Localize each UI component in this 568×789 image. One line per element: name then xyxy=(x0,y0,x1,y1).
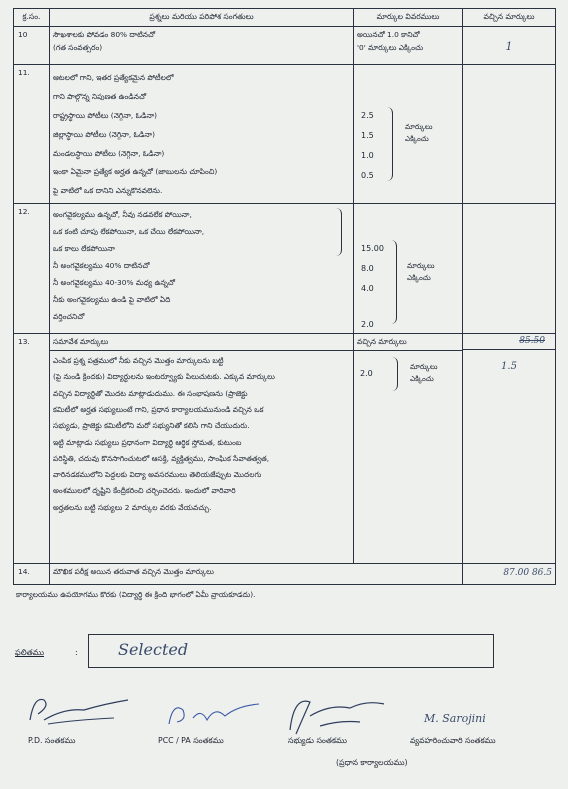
row-description xyxy=(50,204,354,334)
result-label: ఫలితము xyxy=(15,648,45,657)
row-line: ఒక కాలు లేకపోయినా xyxy=(53,244,115,254)
table-row xyxy=(14,27,556,65)
row-line: ఒక కంటి చూపు లేకపోయినా, ఒక చేయి లేకపోయినా, xyxy=(53,227,205,237)
header-obtained-value: 85.50 xyxy=(463,334,555,350)
row-obtained xyxy=(463,65,556,204)
header-marks-details: మార్కుల వివరములు xyxy=(354,9,463,27)
row-marks xyxy=(354,204,463,334)
row-line: సౌఖశాలకు పోవడం 80% దాటినచో xyxy=(53,30,156,39)
marks-values-group xyxy=(354,351,462,551)
signature-pcc xyxy=(165,698,265,732)
row-description: మౌఖిక పరీక్ష అయిన తరువాత వచ్చిన మొత్తం మార్కులు xyxy=(50,564,463,585)
signature-pd xyxy=(24,690,134,732)
row-line: వర్తించనిచో xyxy=(53,312,85,322)
marks-value: 8.0 xyxy=(361,264,374,274)
row-line: రాష్ట్రస్థాయి పోటీలు (నెగ్గినా, ఓడినా) xyxy=(53,110,158,120)
row-line: ఎంపిక ప్రశ్న పత్రములో నీకు వచ్చిన మొత్తం మార్కులను బట్టి xyxy=(53,356,224,366)
row-line: ఆటలలో గాని, ఇతర ప్రత్యేకమైన పోటీలలో xyxy=(53,73,174,82)
row-line: వచ్చిన విద్యార్థితో మొదట మాట్లాడుదుము. ఈ సంభాషణను (ప్రాజెక్టు xyxy=(53,388,248,398)
marks-value: 1.0 xyxy=(361,151,374,160)
row-line: ఇంకా ఏమైనా ప్రత్యేక అర్హత ఉన్నచో (జాబులను చూపించి) xyxy=(53,167,218,177)
result-value: Selected xyxy=(118,640,189,659)
obtained-value: 1 xyxy=(505,40,513,53)
brace-mark xyxy=(392,357,398,391)
marks-header: వచ్చిన మార్కులు xyxy=(354,334,462,351)
row-line: సభ్యుడు, ప్రాజెక్టు కమిటీలోని మరో సభ్యునితో కలిసి గాని చేయుదురు. xyxy=(53,421,250,431)
row-number: 11. xyxy=(14,65,50,204)
marks-value: 0.5 xyxy=(361,171,374,180)
brace-mark xyxy=(391,240,397,324)
marks-values-group xyxy=(357,67,459,193)
marks-label: మార్కులు ఎక్కించు xyxy=(407,261,435,282)
row-line: ఇట్టి మాట్లాడు సభ్యులు ప్రధానంగా విద్యార్థి ఆర్థిక స్తోమత, కుటుంబ xyxy=(53,437,242,447)
signature-label-officer: వ్యవహరించువారి సంతకము xyxy=(410,736,496,745)
row-line: వారినడకములోని పెద్దలకు విద్యా అవసరములు తెలియజేప్పుట మొదలగు xyxy=(53,470,262,480)
obtained-value: 87.00 86.5 xyxy=(503,568,552,579)
header-questions: ప్రశ్నలు మరియు పరిపోశ సంగతులు xyxy=(50,9,354,27)
row-marks xyxy=(354,27,463,65)
row-line: పరిస్థితి, చదువు కొనసాగించుటలో ఆసక్తి, వ్యక్తిత్వము, సాంఘిక సేవాతత్వత, xyxy=(53,453,270,463)
marks-label: మార్కులు ఎక్కించు xyxy=(405,122,433,143)
row-description xyxy=(50,65,354,204)
header-obtained: వచ్చిన మార్కులు xyxy=(463,9,556,27)
row-marks xyxy=(354,334,463,564)
head-office-label: (ప్రధాన కార్యాలయము) xyxy=(336,758,408,767)
row-description xyxy=(50,27,354,65)
table-row xyxy=(14,204,556,334)
marks-value: 2.5 xyxy=(361,111,374,120)
table-row xyxy=(14,65,556,204)
marks-table xyxy=(13,8,556,585)
row-line: (గత సంవత్సరం) xyxy=(53,42,103,52)
row-number: 12. xyxy=(14,204,50,334)
row-title: సమావేశ మార్కులు xyxy=(50,334,353,351)
marks-text: అయినచో 1.0 కానిచో xyxy=(357,30,420,39)
signature-member xyxy=(280,690,390,742)
brace-mark xyxy=(336,208,342,256)
table-row xyxy=(14,564,556,585)
row-line: మండలస్థాయి పోటీలు (నెగ్గినా, ఓడినా) xyxy=(53,148,165,158)
row-description xyxy=(50,334,354,564)
marks-value: 15.00 xyxy=(361,244,384,254)
marks-label: మార్కులు ఎక్కించు xyxy=(410,362,438,383)
row-line: నీకు అంగవైకల్యము ఉండి పై వాటిలో ఏది xyxy=(53,295,171,305)
signature-label-pcc: PCC / PA సంతకము xyxy=(158,736,224,745)
row-obtained xyxy=(463,564,556,585)
row-line: నీ అంగవైకల్యము 40% దాటినచో xyxy=(53,261,150,271)
marks-value: 4.0 xyxy=(361,284,374,294)
marks-value: 1.5 xyxy=(361,131,374,140)
header-sno: క్ర.సం. xyxy=(14,9,50,27)
signature-sarojini: M. Sarojini xyxy=(424,712,486,725)
row-number: 13. xyxy=(14,334,50,564)
office-use-note: కార్యాలయము ఉపయోగము కొరకు (విద్యార్థి ఈ క్రింది భాగంలో ఏమీ వ్రాయకూడదు). xyxy=(16,590,256,599)
row-number: 14. xyxy=(14,564,50,585)
row-line: నీ అంగవైకల్యము 40-30% మధ్య ఉన్నచో xyxy=(53,278,175,288)
table-header-row xyxy=(14,9,556,27)
row-line: (పై నుండి క్రిందకు) విద్యార్థులను ఇంటర్వ్యూకు పిలుచుటకు. ఎక్కువ మార్కులు xyxy=(53,372,275,382)
row-line: అంశములలో దృష్టిని కేంద్రీకరించి చర్చించెదరు. ఇందులో వారివారి xyxy=(53,486,236,496)
row-line: జిల్లాస్థాయి పోటీలు (నెగ్గినా, ఓడినా) xyxy=(53,129,155,139)
row-obtained xyxy=(463,334,556,564)
row-obtained xyxy=(463,27,556,65)
table-row xyxy=(14,334,556,564)
row-line: గాని పాల్గొన్న నిపుణత ఉండినచో xyxy=(53,91,147,101)
signature-label-member: సభ్యుడు సంతకము xyxy=(288,736,347,745)
result-colon: : xyxy=(75,648,78,657)
row-marks xyxy=(354,65,463,204)
row-line: కమిటీలో అర్హత సభ్యులుంటే గాని, ప్రధాన కార్యాలయమునుండి వచ్చిన ఒక xyxy=(53,404,264,414)
row-obtained xyxy=(463,204,556,334)
row-line: పై వాటిలో ఒక దానిని ఎన్నుకొనవలెను. xyxy=(53,186,163,196)
obtained-value: 1.5 xyxy=(501,361,517,373)
marks-text: '0' మార్కులు ఎక్కించు xyxy=(357,42,424,52)
row-number: 10 xyxy=(14,27,50,65)
row-line: అర్హతలను బట్టి సభ్యులు 2 మార్కుల వరకు వేయవచ్చు. xyxy=(53,502,212,512)
signature-label-pd: P.D. సంతకము xyxy=(28,736,76,745)
row-line: అంగవైకల్యము ఉన్నచో, నీవు నడవలేక పోయినా, xyxy=(53,210,192,220)
brace-mark xyxy=(387,107,393,181)
marks-values-group xyxy=(357,206,459,330)
marks-value: 2.0 xyxy=(360,369,373,379)
marks-value: 2.0 xyxy=(361,320,374,330)
